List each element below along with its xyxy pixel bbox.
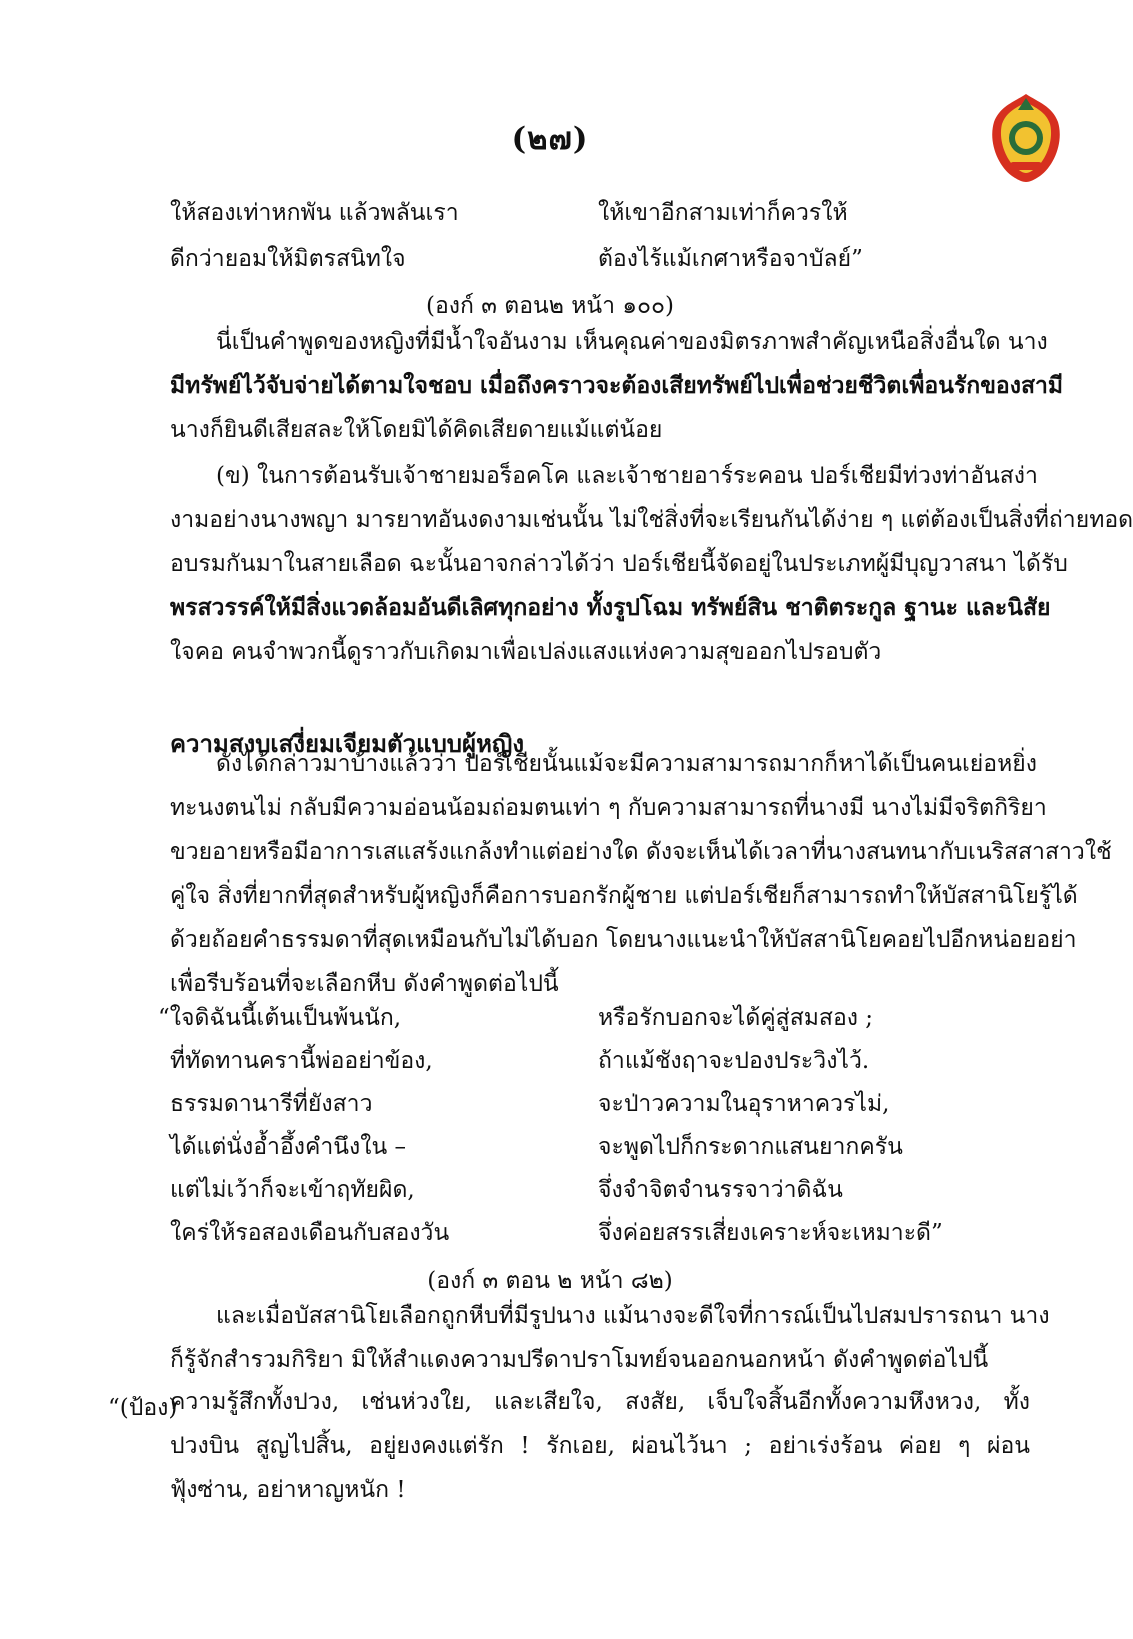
quote-line: ปวงบิน สูญไปสิ้น, อยู่ยงคงแต่รัก ! รักเอย, ผ่อนไว้นา ; อย่าเร่งร้อน ค่อย ๆ ผ่อน (170, 1433, 1030, 1459)
paragraph-line: มีทรัพย์ไว้จับจ่ายได้ตามใจชอบ เมื่อถึงคราวจะต้องเสียทรัพย์ไปเพื่อช่วยชีวิตเพื่อนรักของสามี (170, 372, 1064, 399)
quote-line: ความรู้สึกทั้งปวง, เช่นห่วงใย, และเสียใจ, สงสัย, เจ็บใจสิ้นอีกทั้งความหึงหวง, ทั้ง (170, 1389, 1030, 1415)
paragraph (170, 320, 1064, 452)
paragraph-line: ทะนงตนไม่ กลับมีความอ่อนน้อมถ่อมตนเท่า ๆ กับความสามารถที่นางมี นางไม่มีจริตกิริยา (170, 795, 1047, 821)
paragraph-line: งามอย่างนางพญา มารยาทอันงดงามเช่นนั้น ไม่ใช่สิ่งที่จะเรียนกันได้ง่าย ๆ แต่ต้องเป็นสิ่งที่ถ่ายทอด (170, 507, 1133, 533)
quote-block (170, 1380, 1030, 1512)
verse-line-left: ดีกว่ายอมให้มิตรสนิทใจ (170, 246, 406, 272)
verse-line-left: ที่ทัดทานครานี้พ่ออย่าข้อง, (170, 1048, 433, 1074)
paragraph-line: นี่เป็นคำพูดของหญิงที่มีน้ำใจอันงาม เห็นคุณค่าของมิตรภาพสำคัญเหนือสิ่งอื่นใด นาง (216, 329, 1048, 355)
paragraph-line: นางก็ยินดีเสียสละให้โดยมิได้คิดเสียดายแม้แต่น้อย (170, 417, 663, 443)
paragraph-line: ก็รู้จักสำรวมกิริยา มิให้สำแดงความปรีดาปราโมทย์จนออกนอกหน้า ดังคำพูดต่อไปนี้ (170, 1347, 989, 1373)
paragraph-line: ขวยอายหรือมีอาการเสแสร้งแกล้งทำแต่อย่างใด ดังจะเห็นได้เวลาที่นางสนทนากับเนริสสาสาวใช้ (170, 839, 1112, 865)
paragraph-line: เพื่อรีบร้อนที่จะเลือกหีบ ดังคำพูดต่อไปนี้ (170, 971, 559, 997)
verse-line-right: หรือรักบอกจะได้คู่สู่สมสอง ; (598, 1005, 874, 1031)
verse-citation: (องก์ ๓ ตอน ๒ หน้า ๘๒) (427, 1268, 673, 1294)
page-number: (๒๗) (511, 121, 589, 157)
paragraph (170, 454, 1133, 674)
verse-citation: (องก์ ๓ ตอน๒ หน้า ๑๐๐) (426, 293, 674, 319)
paragraph-line: ดังได้กล่าวมาบ้างแล้วว่า ปอร์เชียนั้นแม้จะมีความสามารถมากก็หาได้เป็นคนเย่อหยิ่ง (216, 751, 1037, 777)
verse-line-right: ถ้าแม้ชังฤาจะปองประวิงไว้. (598, 1048, 870, 1074)
paragraph-line: คู่ใจ สิ่งที่ยากที่สุดสำหรับผู้หญิงก็คือการบอกรักผู้ชาย แต่ปอร์เชียก็สามารถทำให้บัสสานิโยรู้ได้ (170, 883, 1078, 909)
paragraph (170, 742, 1112, 1006)
verse-line-right: จึ่งค่อยสรรเสี่ยงเคราะห์จะเหมาะดี” (598, 1220, 943, 1246)
quote-speaker: “(ป้อง) (108, 1395, 178, 1421)
paragraph-line: พรสวรรค์ให้มีสิ่งแวดล้อมอันดีเลิศทุกอย่าง ทั้งรูปโฉม ทรัพย์สิน ชาติตระกูล ฐานะ และนิสัย (170, 594, 1051, 621)
verse-line-right: จะพูดไปก็กระดากแสนยากครัน (598, 1134, 903, 1160)
verse-line-left: ได้แต่นั่งอ้ำอึ้งคำนึงใน – (170, 1134, 407, 1160)
quote-line: ฟุ้งซ่าน, อย่าหาญหนัก ! (170, 1477, 406, 1503)
verse-line-left: แต่ไม่เว้าก็จะเข้าฤทัยผิด, (170, 1177, 415, 1203)
paragraph-line: ใจคอ คนจำพวกนี้ดูราวกับเกิดมาเพื่อเปล่งแสงแห่งความสุขออกไปรอบตัว (170, 639, 882, 665)
paragraph (170, 1294, 1050, 1382)
paragraph-line: อบรมกันมาในสายเลือด ฉะนั้นอาจกล่าวได้ว่า ปอร์เชียนี้จัดอยู่ในประเภทผู้มีบุญวาสนา ได้รับ (170, 551, 1068, 577)
verse-line-left: “ใจดิฉันนี้เต้นเป็นพ้นนัก, (158, 1005, 402, 1031)
verse-line-left: ให้สองเท่าหกพัน แล้วพลันเรา (170, 200, 459, 226)
verse-line-right: ต้องไร้แม้เกศาหรือจาบัลย์” (598, 246, 863, 272)
verse-line-right: จะป่าวความในอุราหาควรไม่, (598, 1091, 890, 1117)
paragraph-line: ด้วยถ้อยคำธรรมดาที่สุดเหมือนกับไม่ได้บอก โดยนางแนะนำให้บัสสานิโยคอยไปอีกหน่อยอย่า (170, 927, 1077, 953)
section-heading: ความสงบเสงี่ยมเจียมตัวแบบผู้หญิง (170, 729, 525, 758)
verse-line-right: จึ่งจำจิตจำนรรจาว่าดิฉัน (598, 1177, 843, 1203)
ministry-emblem-icon (988, 92, 1064, 184)
paragraph-line: (ข) ในการต้อนรับเจ้าชายมอร็อคโค และเจ้าชายอาร์ระคอน ปอร์เชียมีท่วงท่าอันสง่า (216, 463, 1038, 489)
paragraph-line: และเมื่อบัสสานิโยเลือกถูกหีบที่มีรูปนาง แม้นางจะดีใจที่การณ์เป็นไปสมปรารถนา นาง (216, 1303, 1050, 1329)
verse-line-left: ธรรมดานารีที่ยังสาว (170, 1091, 373, 1117)
verse-line-left: ใคร่ให้รอสองเดือนกับสองวัน (170, 1220, 450, 1246)
verse-line-right: ให้เขาอีกสามเท่าก็ควรให้ (598, 200, 848, 226)
